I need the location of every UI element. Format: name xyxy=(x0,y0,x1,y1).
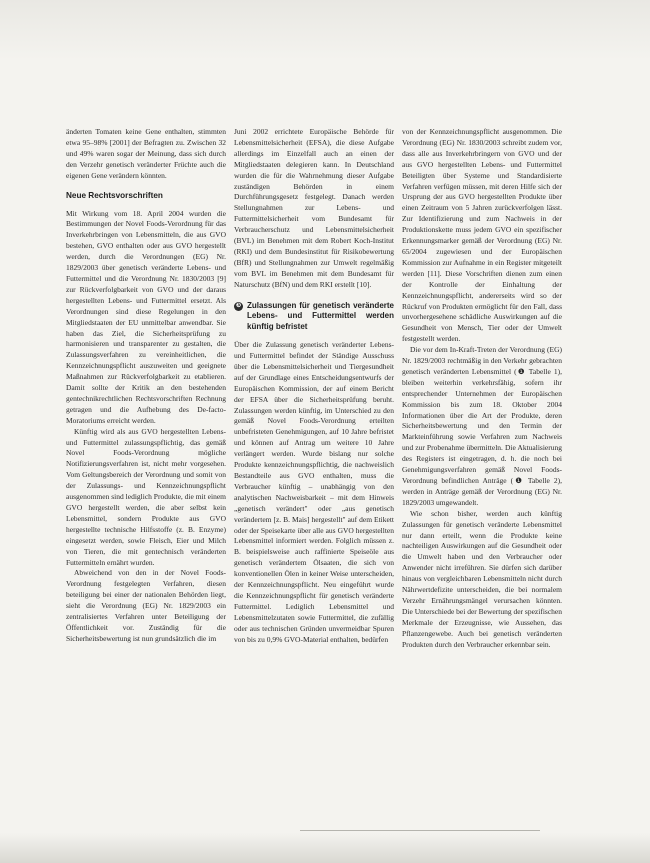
paragraph: Mit Wirkung vom 18. April 2004 wurden die Bestimmungen der Novel Foods-Verordnung für das Inverkehrbringen von Lebensmitteln, die aus GVO bestehen, GVO enthalten oder aus GVO hergestellt werden, durch die Verordnungen (EG) Nr. 1829/2003 über genetisch veränderte Lebens- und Futtermittel und die Verordnung Nr. 1830/2003 [9] zur Rückverfolgbarkeit von GVO und der daraus hergestellten Lebens- und Futtermittel ersetzt. Als Verordnungen sind diese Regelungen in den Mitgliedstaaten der EU unmittelbar anwendbar. Sie haben das Ziel, die Sicherheitsprüfung zu harmonisieren und transparenter zu gestalten, die Zulassungsverfahren zu vereinheitlichen, die Kennzeichnungspflicht auszuweiten und geeignete Maßnahmen zur Rückverfolgbarkeit zu etablieren. Damit sollte der Kritik an den bestehenden gentechnikrechtlichen Rechtsvorschriften Rechnung getragen und die Aufhebung des De-facto-Moratoriums erreicht werden. xyxy=(66,208,226,425)
paragraph: Die vor dem In-Kraft-Treten der Verordnung (EG) Nr. 1829/2003 rechtmäßig in den Verkehr gebrachten genetisch veränderten Lebensmittel (❶ Tabelle 1), bleiben weiterhin verkehrsfähig, sofern ihr entsprechender Unternehmen der Europäischen Kommission bis zum 18. Oktober 2004 Informationen über die Art der Produkte, deren Sicherheitsbewertung und den Termin der Markteinführung sowie Verfahren zum Nachweis und zur Probenahme übermitteln. Die Aktualisierung des Registers ist eingetragen, d. h. die noch bei Genehmigungsverfahren gemäß Novel Foods-Verordnung befindlichen Anträge (❶ Tabelle 2), werden in Anträge gemäß der Verordnung (EG) Nr. 1829/2003 umgewandelt. xyxy=(402,345,562,507)
paragraph: von der Kennzeichnungspflicht ausgenommen. Die Verordnung (EG) Nr. 1830/2003 schreibt zudem vor, dass alle aus Inverkehrbringern von GVO und der aus GVO hergestellten Lebens- und Futtermittel Beteiligten über Systeme und Standardisierte Verfahren verfügen müssen, mit deren Hilfe sich der Ursprung der aus GVO hergestellten Produkte über einen Zeitraum von 5 Jahren zurückverfolgen lässt. Zur Identifizierung und zum Nachweis in der Produktionskette muss jedem GVO ein spezifischer Erkennungsmarker gemäß der Verordnung (EG) Nr. 65/2004 zugewiesen und der Europäischen Kommission zur Aufnahme in ein Register mitgeteilt werden [11]. Diese Vorschriften dienen zum einen der Kontrolle der Einhaltung der Kennzeichnungspflicht, andererseits wird so der Rückruf von Produkten ermöglicht für den Fall, dass unvorhergesehene schädliche Auswirkungen auf die Gesundheit von Mensch, Tier oder der Umwelt festgestellt werden. xyxy=(402,127,562,344)
scan-shadow-top xyxy=(0,0,650,60)
footer-rule xyxy=(300,830,540,831)
text-column-1 xyxy=(66,127,226,645)
paragraph: Wie schon bisher, werden auch künftig Zulassungen für genetisch veränderte Lebensmittel nur dann erteilt, wenn die Produkte keine nachteiligen Auswirkungen auf die Gesundheit oder die Umwelt haben und den Verbraucher oder Anwender nicht irreführen. Sie dürfen sich darüber hinaus von vergleichbaren Lebensmitteln nicht durch Nährwertdefizite unterscheiden, die bei normalem Verzehr Ernährungsmängel verursachen könnten. Die Unterschiede bei der Bewertung der spezifischen Merkmale der Erzeugnisse, wie Aussehen, das Pflanzengewebe. Auch bei genetisch veränderten Produkten durch den Verbraucher erkennbar sein. xyxy=(402,508,562,649)
paragraph: änderten Tomaten keine Gene enthalten, stimmten etwa 95–98% [2001] der Befragten zu. Zwischen 32 und 49% waren sogar der Meinung, dass sich durch den Verzehr genetisch veränderter Früchte auch die eigenen Gene verändern könnten. xyxy=(66,127,226,180)
paragraph: Künftig wird als aus GVO hergestellten Lebens- und Futtermittel zulassungspflichtig, das gemäß Novel Foods-Verordnung mögliche Notifizierungsverfahren ist, nicht mehr vorgesehen. Vom Geltungsbereich der Verordnung und somit von der Zulassungs- und Kennzeichnungspflicht ausgenommen sind lediglich Produkte, die mit einem GVO hergestellt werden, die aber selbst kein Lebensmittel, sondern Produkte aus GVO hergestellte technische Hilfsstoffe (z. B. Enzyme) eingesetzt werden, sowie Fleisch, Eier und Milch von Tieren, die mit gentechnisch veränderten Futtermitteln ernährt wurden. xyxy=(66,426,226,567)
scan-shadow-bottom xyxy=(0,833,650,863)
section-heading: Neue Rechtsvorschriften xyxy=(66,190,163,200)
text-column-3 xyxy=(402,127,562,651)
paragraph: Über die Zulassung genetisch veränderter Lebens- und Futtermittel befindet der Ständige Ausschuss über die Lebensmittelsicherheit und Tiergesundheit auf der Grundlage eines Entscheidungsentwurfs der Europäischen Kommission, der auf einem Bericht der EFSA über die Sicherheitsprüfung beruht. Zulassungen werden künftig, im Unterschied zu den gemäß Novel Foods-Verordnung erteilten unbefristeten Genehmigungen, auf 10 Jahre befristet und können auf Antrag um weitere 10 Jahre verlängert werden. Wurde bislang nur solche Produkte kennzeichnungspflichtig, die nachweislich Bestandteile aus GVO enthalten, muss die Verbraucher künftig – unabhängig von den analytischen Nachweisbarkeit – mit dem Hinweis „genetisch verändert" oder „aus genetisch verändertem [z. B. Mais] hergestellt" auf dem Etikett oder der Speisekarte über alle aus GVO hergestellten Lebensmittel informiert werden. Folglich müssen z. B. beispielsweise auch raffinierte Speiseöle aus genetisch verändertem Ölsaaten, die sich von konventionellen Ölen in keiner Weise unterscheiden, der Kennzeichnungspflicht. Neu eingeführt wurde die Kennzeichnungspflicht für genetisch veränderte Futtermittel. Lediglich Lebensmittel und Lebensmittelzutaten sowie Futtermittel, die zufällig oder aus technischen Gründen unvermeidbar Spuren von bis zu 0,9% GVO-Material enthalten, bedürfen xyxy=(234,340,394,644)
paragraph: Abweichend von den in der Novel Foods-Verordnung festgelegten Verfahren, diesen beteiligung bei einer der nationalen Behörden liegt, sieht die Verordnung (EG) Nr. 1829/2003 ein zentralisiertes Verfahren unter Beteiligung der Öffentlichkeit vor. Zuständig für die Sicherheitsbewertung ist nun grundsätzlich die im xyxy=(66,568,226,643)
subsection-heading xyxy=(234,301,394,333)
text-column-2 xyxy=(234,127,394,645)
section-bullet-icon: ❸ xyxy=(235,302,242,309)
subsection-heading-text: Zulassungen für genetisch veränderte Lebens- und Futtermittel werden künftig befristet xyxy=(247,300,394,331)
paragraph: Juni 2002 errichtete Europäische Behörde für Lebensmittelsicherheit (EFSA), die diese Aufgabe allerdings im Einzelfall auch an einen der Mitgliedstaaten delegieren kann. In Deutschland wurden die für die Wahrnehmung dieser Aufgabe zuständigen Behörden in einem Durchführungsgesetz festgelegt. Danach werden Stellungnahmen zur Lebens- und Futtermittelsicherheit vom Bundesamt für Verbraucherschutz und Lebensmittelsicherheit (BVL) im Benehmen mit dem Robert Koch-Institut (RKI) und dem Bundesinstitut für Risikobewertung (BfR) und Stellungnahmen zur Umwelt regelmäßig vom BVL im Benehmen mit dem Bundesamt für Naturschutz (BfN) und dem RKI erstellt [10]. xyxy=(234,127,394,289)
